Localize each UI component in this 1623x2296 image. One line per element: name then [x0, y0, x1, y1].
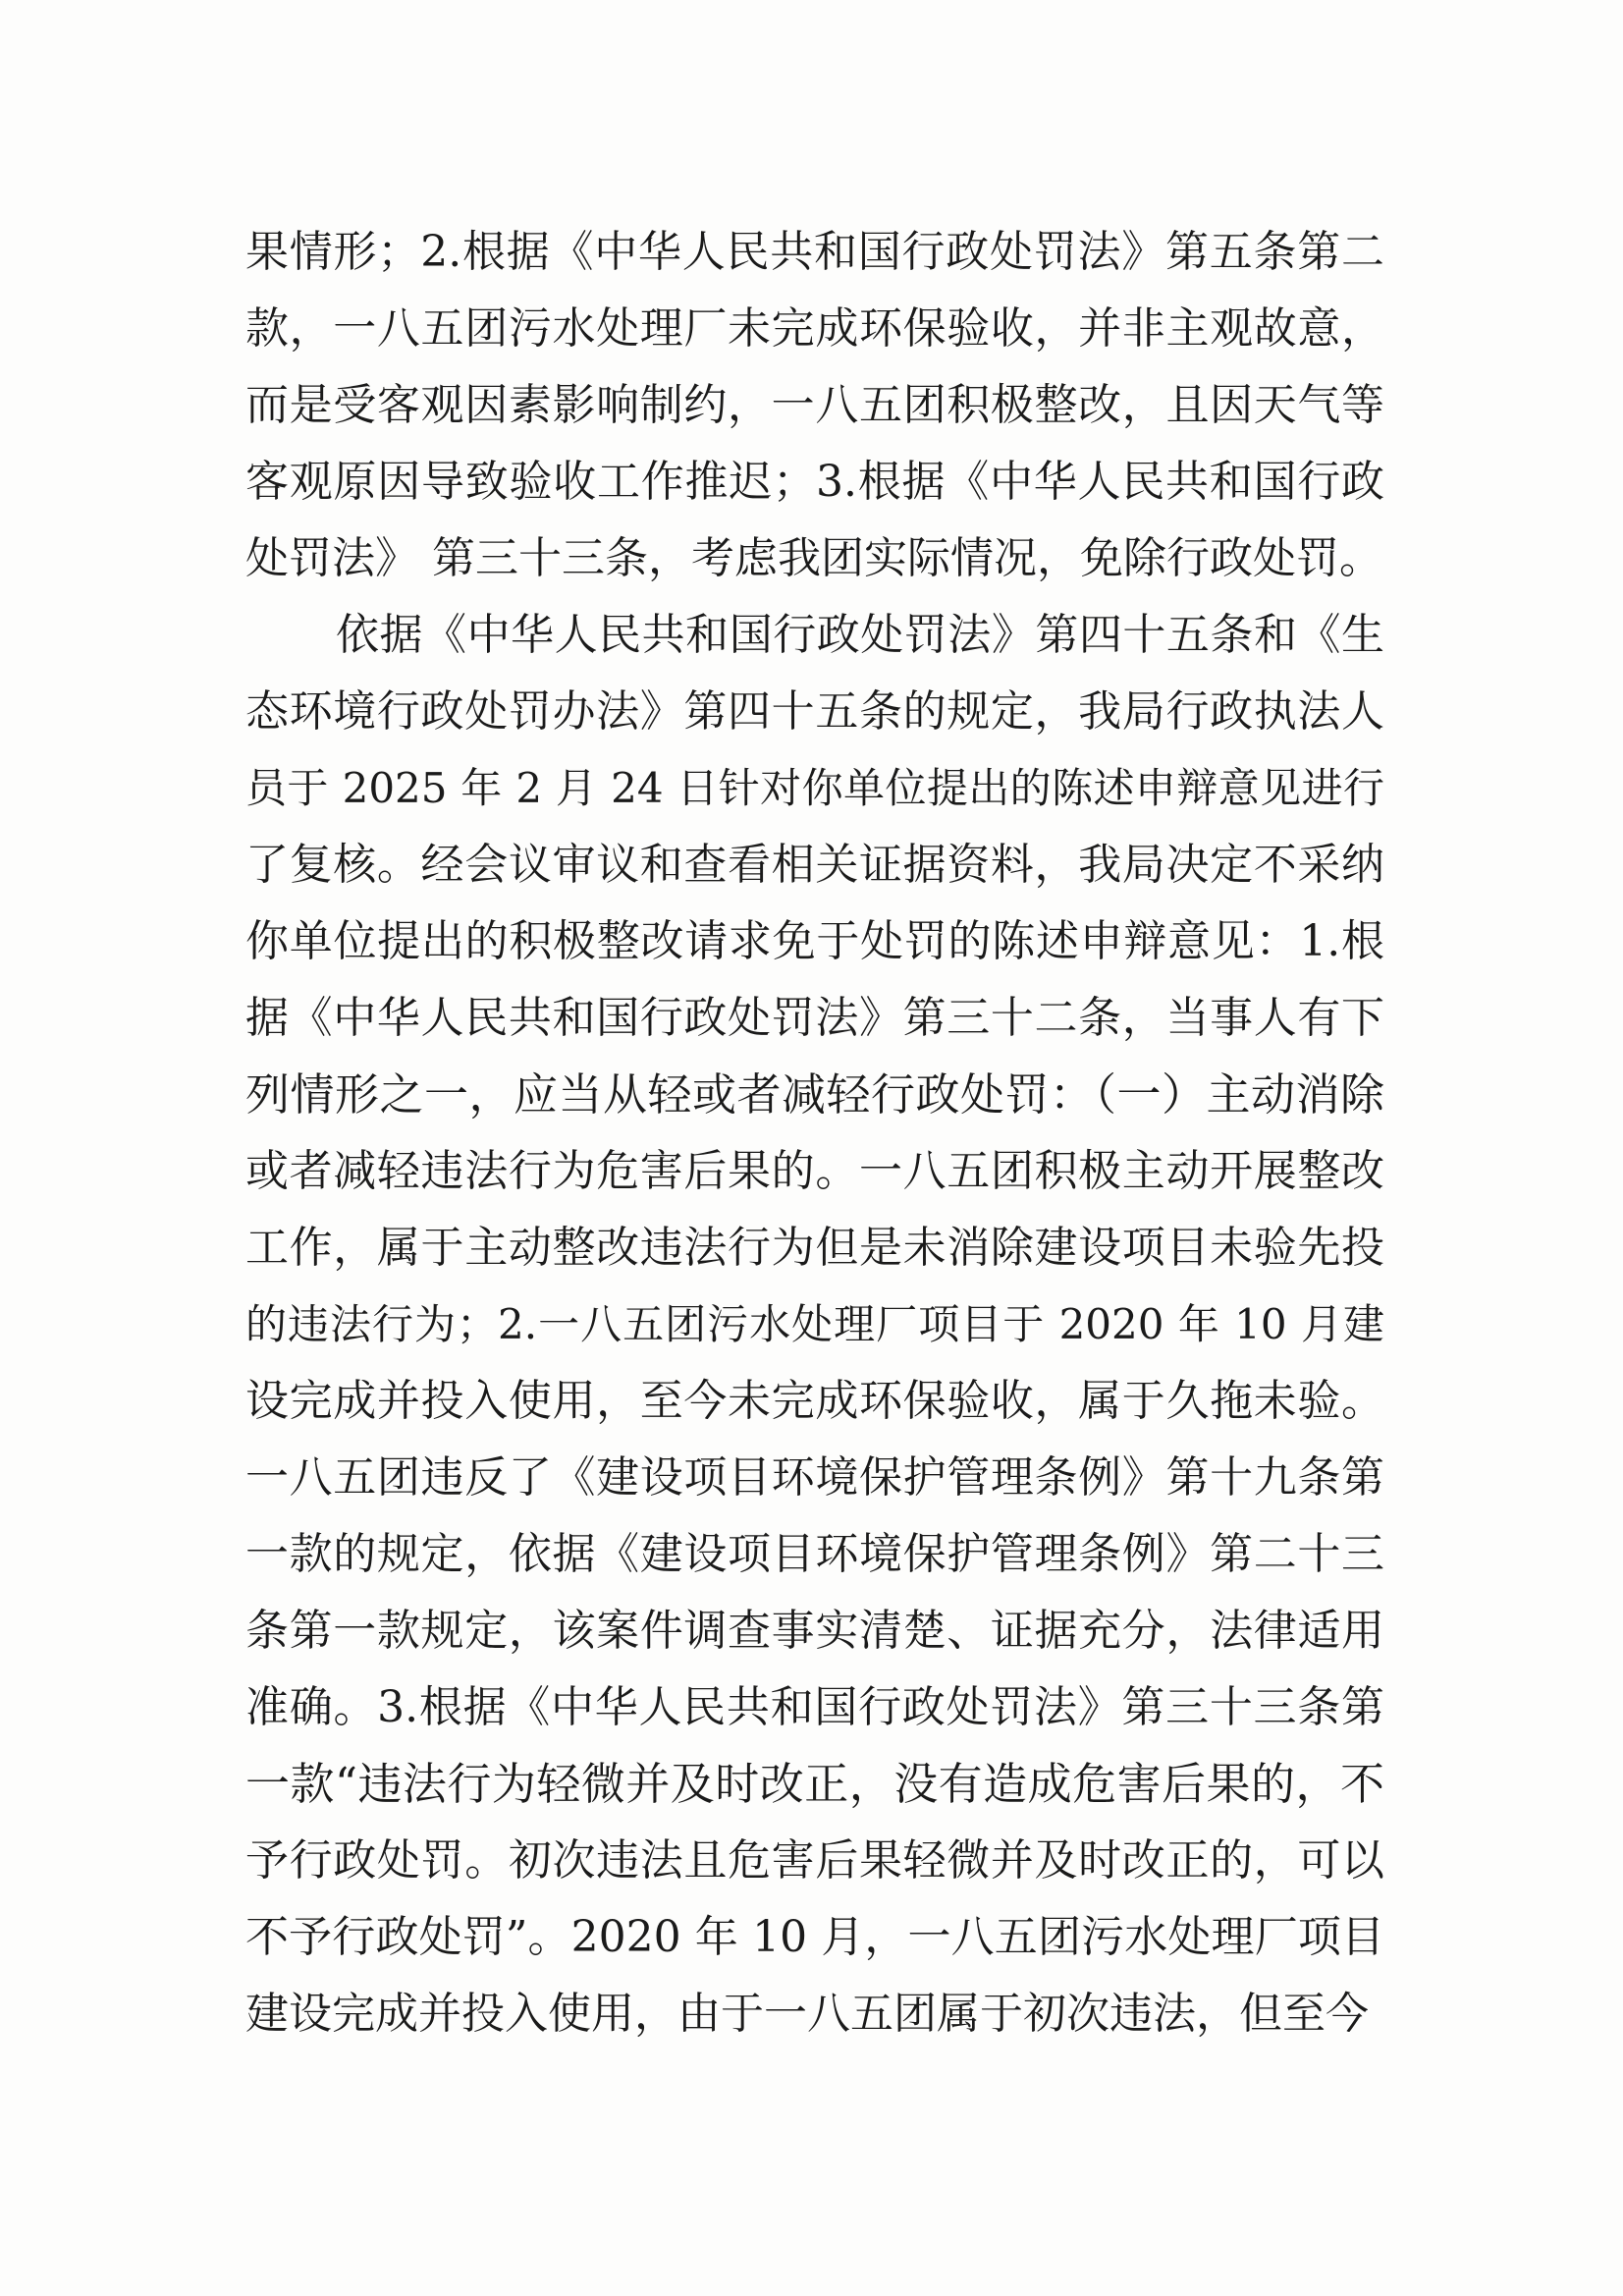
text-line: 准确。3.根据《中华人民共和国行政处罚法》第三十三条第 — [245, 1682, 1384, 1732]
text-line: 建设完成并投入使用，由于一八五团属于初次违法，但至今 — [245, 1989, 1369, 2039]
text-line: 或者减轻违法行为危害后果的。一八五团积极主动开展整改 — [245, 1146, 1384, 1196]
text-line: 予行政处罚。初次违法且危害后果轻微并及时改正的，可以 — [245, 1835, 1384, 1886]
text-line: 一款“违法行为轻微并及时改正，没有造成危害后果的，不 — [245, 1758, 1384, 1810]
text-line: 了复核。经会议审议和查看相关证据资料，我局决定不采纳 — [245, 840, 1384, 890]
text-line: 条第一款规定，该案件调查事实清楚、证据充分，法律适用 — [245, 1606, 1384, 1656]
text-line: 员于 2025 年 2 月 24 日针对你单位提出的陈述申辩意见进行 — [245, 764, 1384, 812]
text-line: 你单位提出的积极整改请求免于处罚的陈述申辩意见：1.根 — [245, 916, 1384, 966]
text-line: 一八五团违反了《建设项目环境保护管理条例》第十九条第 — [245, 1452, 1384, 1503]
text-line: 列情形之一，应当从轻或者减轻行政处罚：（一）主动消除 — [245, 1068, 1384, 1121]
text-line: 款，一八五团污水处理厂未完成环保验收，并非主观故意， — [245, 303, 1384, 354]
text-line: 据《中华人民共和国行政处罚法》第三十二条，当事人有下 — [245, 993, 1384, 1043]
text-line-paragraph-start: 依据《中华人民共和国行政处罚法》第四十五条和《生 — [336, 610, 1384, 660]
text-line: 处罚法》 第三十三条，考虑我团实际情况，免除行政处罚。 — [245, 533, 1382, 583]
text-line: 工作，属于主动整改违法行为但是未消除建设项目未验先投 — [245, 1223, 1384, 1273]
text-line: 设完成并投入使用，至今未完成环保验收，属于久拖未验。 — [245, 1376, 1384, 1426]
text-line: 态环境行政处罚办法》第四十五条的规定，我局行政执法人 — [245, 686, 1384, 737]
text-line: 一款的规定，依据《建设项目环境保护管理条例》第二十三 — [245, 1529, 1384, 1579]
text-line: 果情形；2.根据《中华人民共和国行政处罚法》第五条第二 — [245, 227, 1384, 277]
text-line: 的违法行为；2.一八五团污水处理厂项目于 2020 年 10 月建 — [245, 1300, 1384, 1348]
body-text — [245, 214, 1384, 2052]
text-line: 而是受客观因素影响制约，一八五团积极整改，且因天气等 — [245, 380, 1384, 430]
text-line: 客观原因导致验收工作推迟；3.根据《中华人民共和国行政 — [245, 457, 1384, 507]
text-line: 不予行政处罚”。2020 年 10 月，一八五团污水处理厂项目 — [245, 1912, 1384, 1962]
